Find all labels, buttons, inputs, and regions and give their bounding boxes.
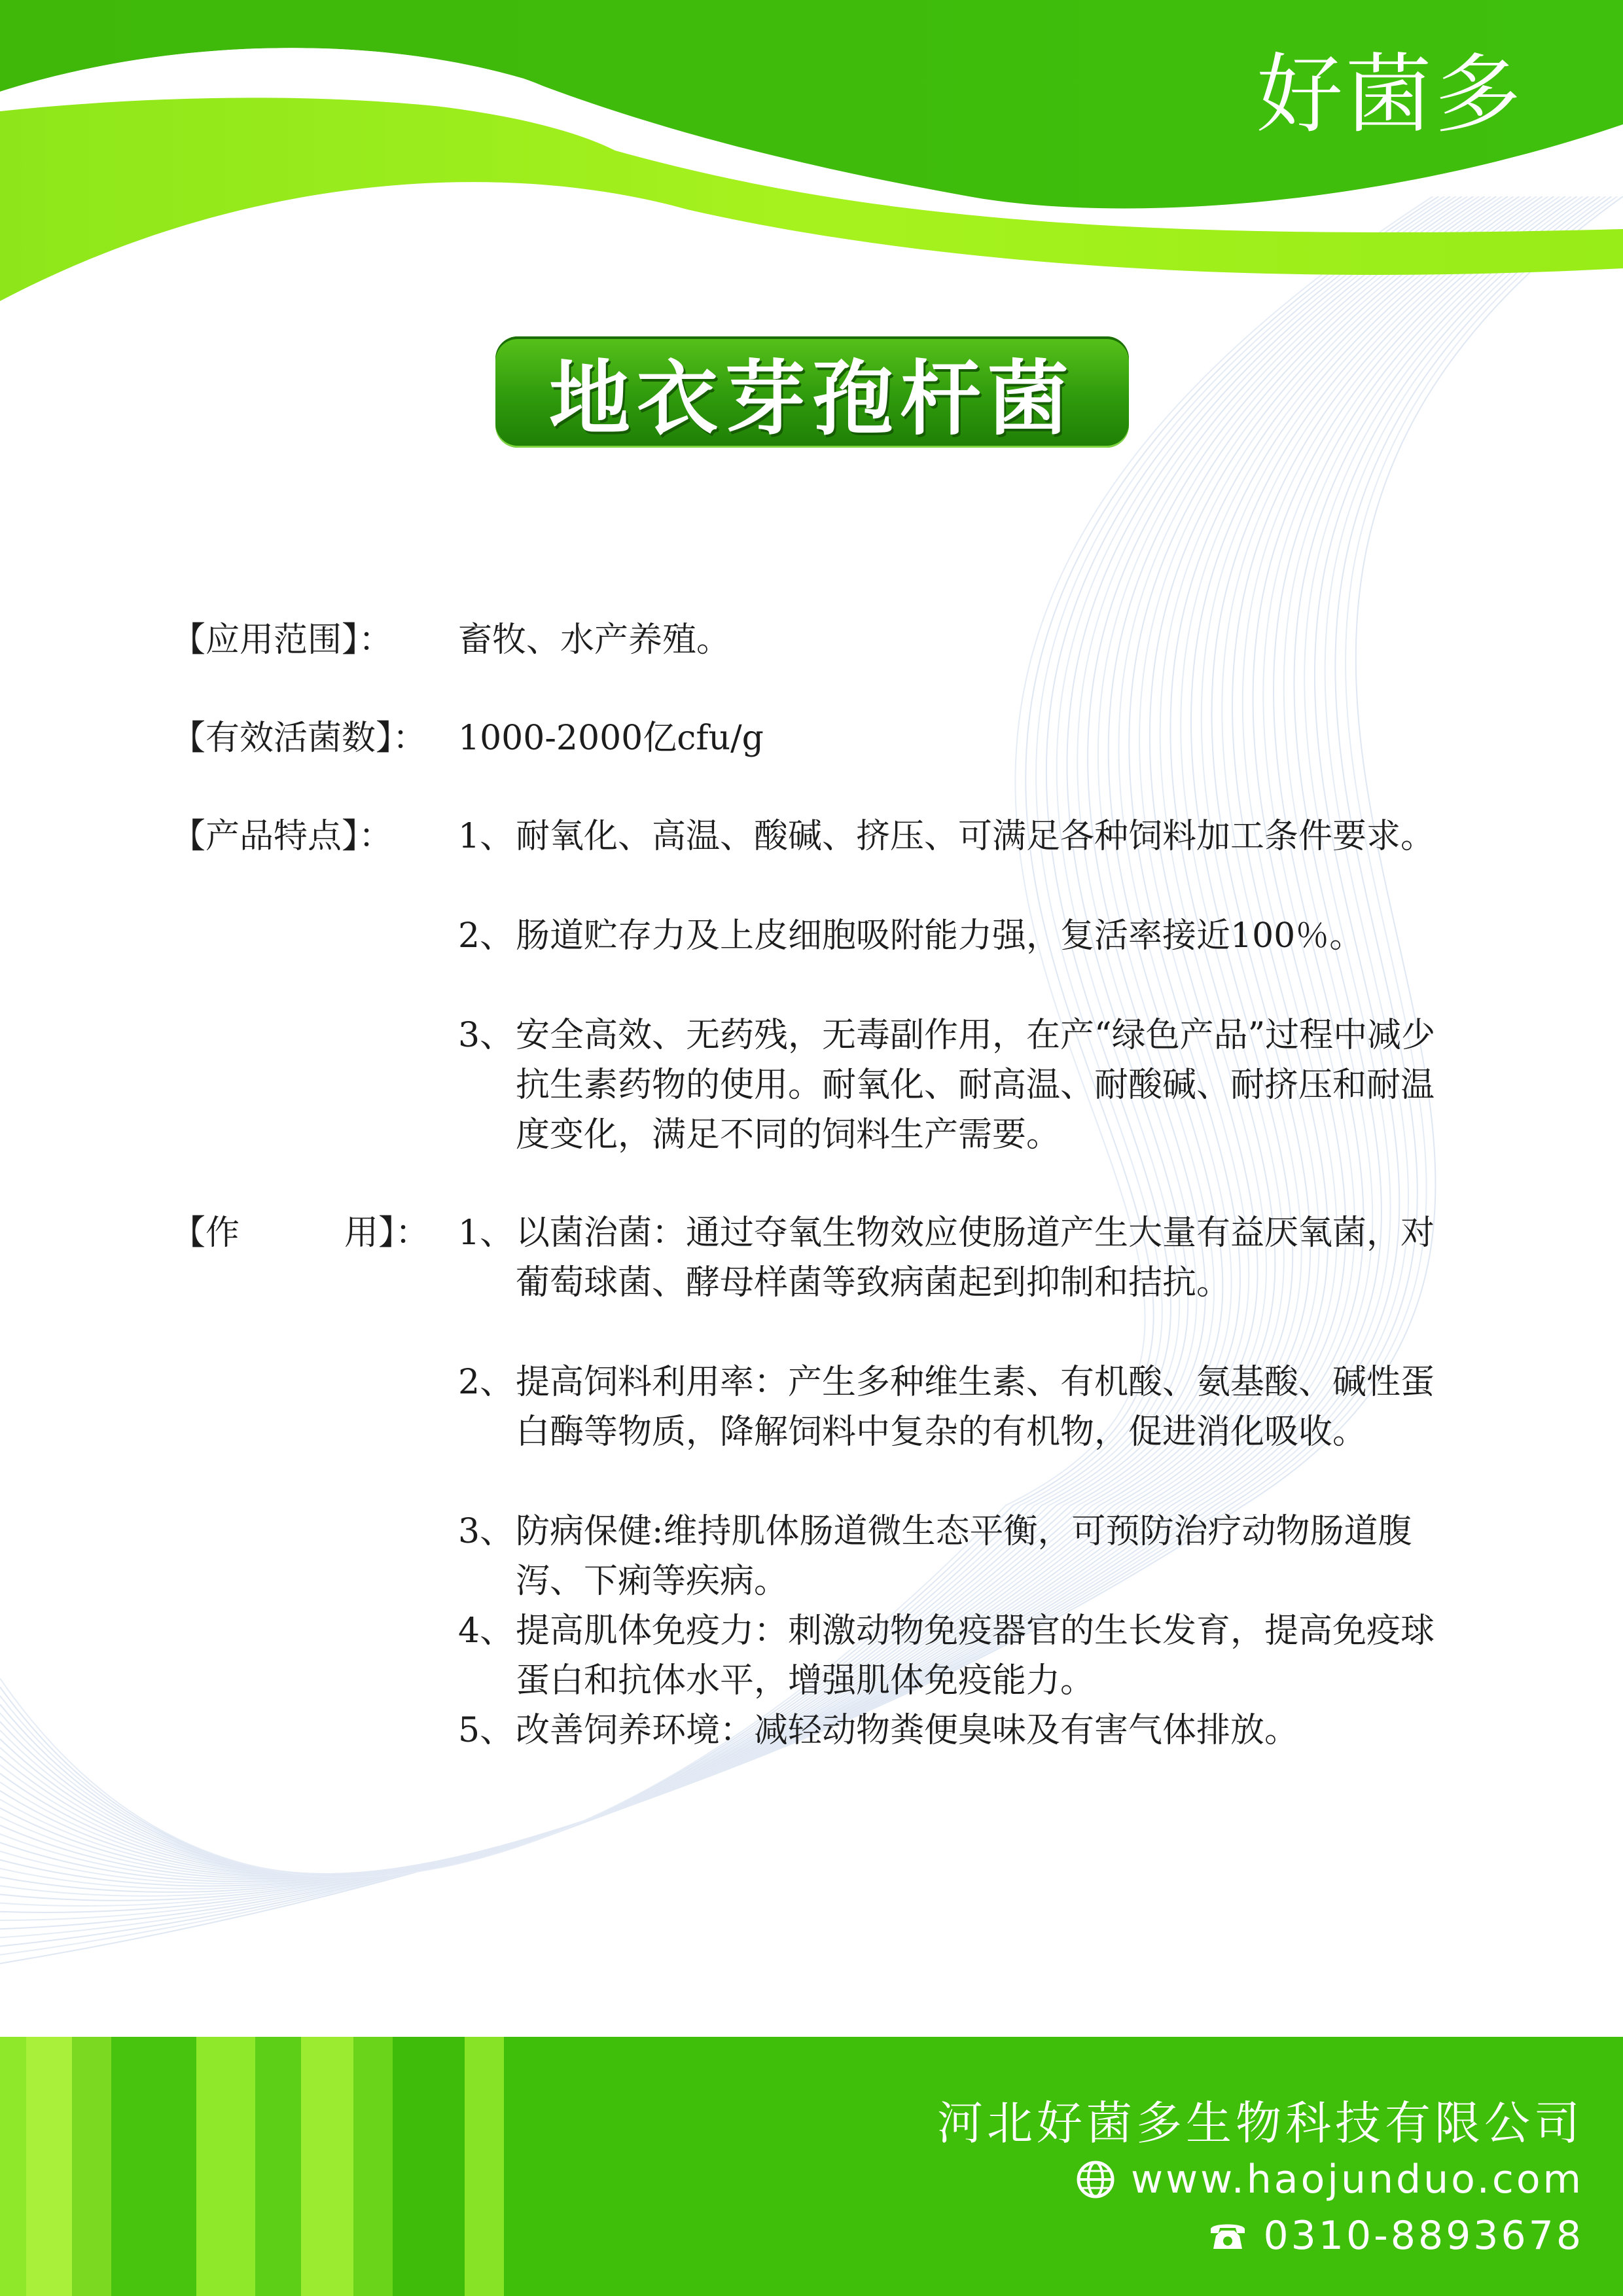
- effects-label-right: 用】：: [344, 1213, 430, 1253]
- application-label: 【应用范围】：: [171, 620, 393, 660]
- website-link[interactable]: www.haojunduo.com: [1131, 2157, 1584, 2202]
- effect-item-number: 3、: [458, 1512, 514, 1551]
- count-label: 【有效活菌数】：: [171, 719, 427, 758]
- effect-item-number: 5、: [458, 1711, 514, 1750]
- product-title: 地衣芽孢杆菌: [548, 352, 1075, 446]
- footer-stripe: [255, 2037, 301, 2296]
- application-value: 畜牧、水产养殖。: [458, 620, 731, 660]
- feature-item-number: 3、: [458, 1016, 514, 1055]
- footer-stripe: [0, 2037, 26, 2296]
- phone-number[interactable]: 0310-8893678: [1263, 2213, 1584, 2259]
- effect-item-text: 提高饲料利用率：产生多种维生素、有机酸、氨基酸、碱性蛋白酶等物质，降解饲料中复杂的有机物，促进消化吸收。: [516, 1363, 1435, 1452]
- globe-icon: [1075, 2159, 1116, 2200]
- effect-item-number: 2、: [458, 1363, 514, 1402]
- product-title-banner: [495, 336, 1129, 448]
- footer-stripe: [196, 2037, 255, 2296]
- footer-stripe: [465, 2037, 504, 2296]
- effect-item-text: 改善饲养环境：减轻动物粪便臭味及有害气体排放。: [516, 1711, 1299, 1750]
- footer-stripe: [393, 2037, 465, 2296]
- brand-name: 好菌多: [1257, 45, 1524, 145]
- effect-item-number: 1、: [458, 1213, 514, 1253]
- footer-stripe: [72, 2037, 111, 2296]
- feature-item-text: 肠道贮存力及上皮细胞吸附能力强，复活率接近100％。: [516, 916, 1364, 956]
- footer-stripe: [26, 2037, 72, 2296]
- phone-row: [1086, 2210, 1584, 2262]
- footer-stripe: [301, 2037, 353, 2296]
- footer-stripe: [353, 2037, 393, 2296]
- effect-item-number: 4、: [458, 1611, 514, 1651]
- feature-item-text: 耐氧化、高温、酸碱、挤压、可满足各种饲料加工条件要求。: [516, 817, 1435, 856]
- company-name: 河北好菌多生物科技有限公司: [937, 2096, 1584, 2150]
- effects-label-left: 【作: [171, 1213, 240, 1253]
- feature-item-number: 2、: [458, 916, 514, 956]
- feature-item-number: 1、: [458, 817, 514, 856]
- count-value: 1000-2000亿cfu/g: [458, 719, 764, 758]
- website-row: [1086, 2153, 1584, 2206]
- effect-item-text: 以菌治菌：通过夺氧生物效应使肠道产生大量有益厌氧菌，对葡萄球菌、酵母样菌等致病菌起到抑制和拮抗。: [516, 1213, 1435, 1302]
- effect-item-text: 防病保健:维持肌体肠道微生态平衡，可预防治疗动物肠道腹泻、下痢等疾病。: [516, 1512, 1412, 1601]
- phone-icon: [1207, 2215, 1249, 2257]
- features-label: 【产品特点】：: [171, 817, 393, 856]
- footer-stripe: [111, 2037, 196, 2296]
- effect-item-text: 提高肌体免疫力：刺激动物免疫器官的生长发育，提高免疫球蛋白和抗体水平，增强肌体免疫能力。: [516, 1611, 1435, 1700]
- feature-item-text: 安全高效、无药残，无毒副作用，在产“绿色产品”过程中减少抗生素药物的使用。耐氧化、耐高温、耐酸碱、耐挤压和耐温度变化，满足不同的饲料生产需要。: [516, 1016, 1436, 1155]
- effects-label: [171, 1208, 459, 1258]
